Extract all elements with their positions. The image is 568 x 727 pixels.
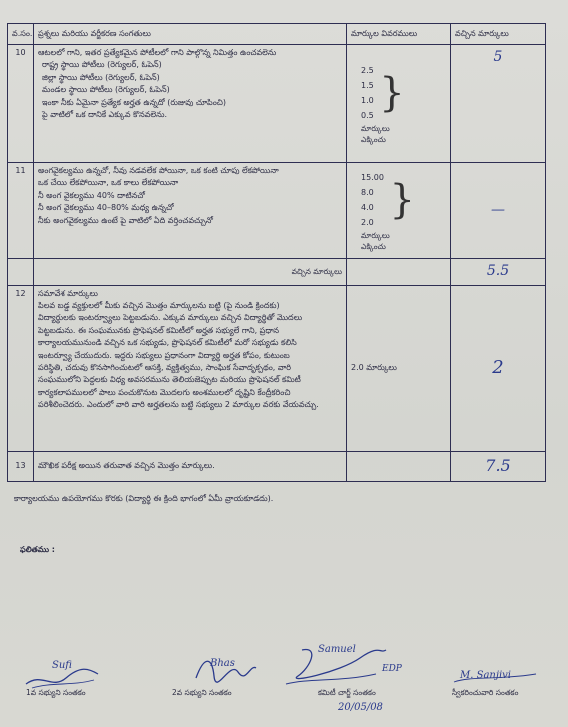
table-row <box>8 45 546 163</box>
marks-table <box>7 23 546 482</box>
question-line: ఆటలలో గాని, ఇతర ప్రత్యేకమైన పోటీలలో గాని పాల్గొన్న నిమిత్తం ఉంచవలెను <box>38 48 277 57</box>
header-details: మార్కుల వివరములు <box>347 24 451 45</box>
question-line: పెట్టబడును. ఈ సంఘమునకు ప్రొఫెషనల్ కమిటీలో అర్హత సభ్యులే గాని, ప్రధాన <box>38 325 280 335</box>
table-row <box>8 451 546 481</box>
signature-2-name: Bhas <box>210 658 235 669</box>
row-number: 11 <box>8 163 34 259</box>
marks-value: 8.0 <box>361 187 374 197</box>
marks-value: 2.0 <box>361 217 374 227</box>
signature-3-label: కమిటీ చార్జ్ సంతకం <box>318 688 376 697</box>
marks-value: 0.5 <box>361 110 374 120</box>
question-line: కార్యాలయమునుండి వచ్చిన ఒక సభ్యుడు, ప్రొఫెషనల్ కమిటీలో మరో సభ్యుడు కలిసి <box>38 338 297 348</box>
signatures-area <box>0 640 568 727</box>
header-question: ప్రశ్నలు మరియు వర్జీకరణ సంగతులు <box>34 24 347 45</box>
table-header-row <box>8 24 546 45</box>
signature-3-extra: EDP <box>382 664 402 674</box>
question-line: పరిస్థితి, చదువు కొనసాగించుటలో ఆసక్తి, వ్యక్తిత్వము, సాంఘిక సేవాదృక్పథం, వారి <box>38 363 292 373</box>
signature-1-label: 1వ సభ్యుని సంతకం <box>26 688 86 697</box>
brace-icon: } <box>389 176 415 223</box>
marks-value: 1.0 <box>361 95 374 105</box>
signature-2-label: 2వ సభ్యుని సంతకం <box>172 688 232 697</box>
question-line: ఒక చేయి లేకపోయినా, ఒక కాలు లేకపోయినా <box>38 178 179 188</box>
row-number: 12 <box>8 285 34 451</box>
marks-value: 1.5 <box>361 80 374 90</box>
row-number: 10 <box>8 45 34 163</box>
question-line: అంగవైకల్యము ఉన్నచో, నీవు నడవలేక పోయినా, ఒక కంటి చూపు లేకపోయినా <box>38 166 279 175</box>
question-line: మౌఖిక పరీక్ష అయిన తరువాత వచ్చిన మొత్తం మార్కులు. <box>38 460 215 470</box>
question-line: పై వాటిలో ఒక దానికే ఎక్కువ కొనవలెను. <box>42 109 168 119</box>
marks-values <box>361 63 374 123</box>
question-line: నీ అంగ వైకల్యము 40% దాటినచో <box>38 190 145 200</box>
header-sno: వ.సం. <box>8 24 34 45</box>
row-number: 13 <box>8 451 34 481</box>
signature-4-name: M. Sanjivi <box>460 670 511 681</box>
marks-brace-block <box>351 170 446 252</box>
subtotal-label: వచ్చిన మార్కులు <box>34 259 347 286</box>
row-details: 2.0 మార్కులు <box>347 285 451 451</box>
question-line: మండల స్థాయి పోటీలు (రెగ్యులర్, ఓపెన్) <box>42 85 170 95</box>
question-line: రాష్ట్ర స్థాయి పోటీలు (రెగ్యులర్, ఓపెన్) <box>42 60 162 70</box>
marks-values <box>361 170 384 230</box>
row-question <box>34 163 347 259</box>
question-line: ఇంటర్వ్యూ చేయుదురు. ఇద్దరు సభ్యులు ప్రధానంగా విద్యార్థి అర్హత కోపం, కుటుంబ <box>38 350 290 360</box>
question-line: నీ అంగ వైకల్యము 40–80% మధ్య ఉన్నచో <box>38 203 174 213</box>
question-line: విద్యార్థులకు ఇంటర్వ్యూలు పెట్టబడును. ఎక్కువ మార్కులు వచ్చిన విద్యార్థితో మొదలు <box>38 313 303 323</box>
received-marks: 2 <box>451 285 546 451</box>
brace-label: మార్కులు ఎక్కించు <box>361 230 390 251</box>
header-received: వచ్చిన మార్కులు <box>451 24 546 45</box>
subtotal-row <box>8 259 546 286</box>
marks-brace-block <box>351 63 446 145</box>
brace-label: మార్కులు ఎక్కించు <box>361 123 390 144</box>
received-marks: — <box>451 163 546 259</box>
table-row <box>8 163 546 259</box>
question-line: కార్యకలాపములలో పాలు పంచుకొనుట మొదలగు అంశములలో దృష్టిని కేంద్రీకరించి <box>38 387 291 397</box>
blank-cell <box>347 259 451 286</box>
blank-cell <box>347 451 451 481</box>
received-marks: 5 <box>451 45 546 163</box>
question-line: సంఘములోని పెద్దలకు విధ్య అవసరమును తెలియజెప్పుట మరియు ప్రొఫెషనల్ కమిటీ <box>38 375 301 385</box>
question-line: జిల్లా స్థాయి పోటీలు (రెగ్యులర్, ఓపెన్) <box>42 72 160 82</box>
signature-1-name: Sufi <box>52 660 72 671</box>
row-details <box>347 163 451 259</box>
question-line: పరిశీలించెదరు. ఎందులో వారి వారి అర్హతలను బట్టి సభ్యులు 2 మార్కుల వరకు వేయవచ్చు. <box>38 400 319 410</box>
question-line: పిలవ బడ్డ వ్యక్తులలో మీకు వచ్చిన మొత్తం మార్కులను బట్టి (పై నుండి క్రిందకు) <box>38 301 280 311</box>
marks-value: 4.0 <box>361 202 374 212</box>
question-line: నీకు అంగవైకల్యము ఉంటే పై వాటిలో ఏది వర్తించవచ్చునో <box>38 215 213 225</box>
remarks-label: ఫలితము : <box>20 545 55 554</box>
signature-3-name: Samuel <box>318 644 356 655</box>
signature-3-date: 20/05/08 <box>338 702 383 713</box>
brace-icon: } <box>379 69 405 116</box>
subtotal-marks: 5.5 <box>451 259 546 286</box>
row-question <box>34 285 347 451</box>
office-use-note: కార్యాలయము ఉపయోగము కొరకు (విద్యార్థి ఈ క్రింది భాగంలో ఏమీ వ్రాయకూడదు). <box>14 494 274 503</box>
total-marks: 7.5 <box>451 451 546 481</box>
blank-cell <box>8 259 34 286</box>
marks-value: 15.00 <box>361 172 384 182</box>
question-title: సమావేశ మార్కులు <box>38 288 98 298</box>
table-row <box>8 285 546 451</box>
question-line: ఇంకా నీకు ఏమైనా ప్రత్యేక అర్హత ఉన్నదో (రుజువు చూపించి) <box>42 97 227 107</box>
row-question <box>34 451 347 481</box>
marks-value: 2.5 <box>361 65 374 75</box>
signature-4-label: స్వీకరించువారి సంతకం <box>452 688 519 697</box>
row-question <box>34 45 347 163</box>
row-details <box>347 45 451 163</box>
